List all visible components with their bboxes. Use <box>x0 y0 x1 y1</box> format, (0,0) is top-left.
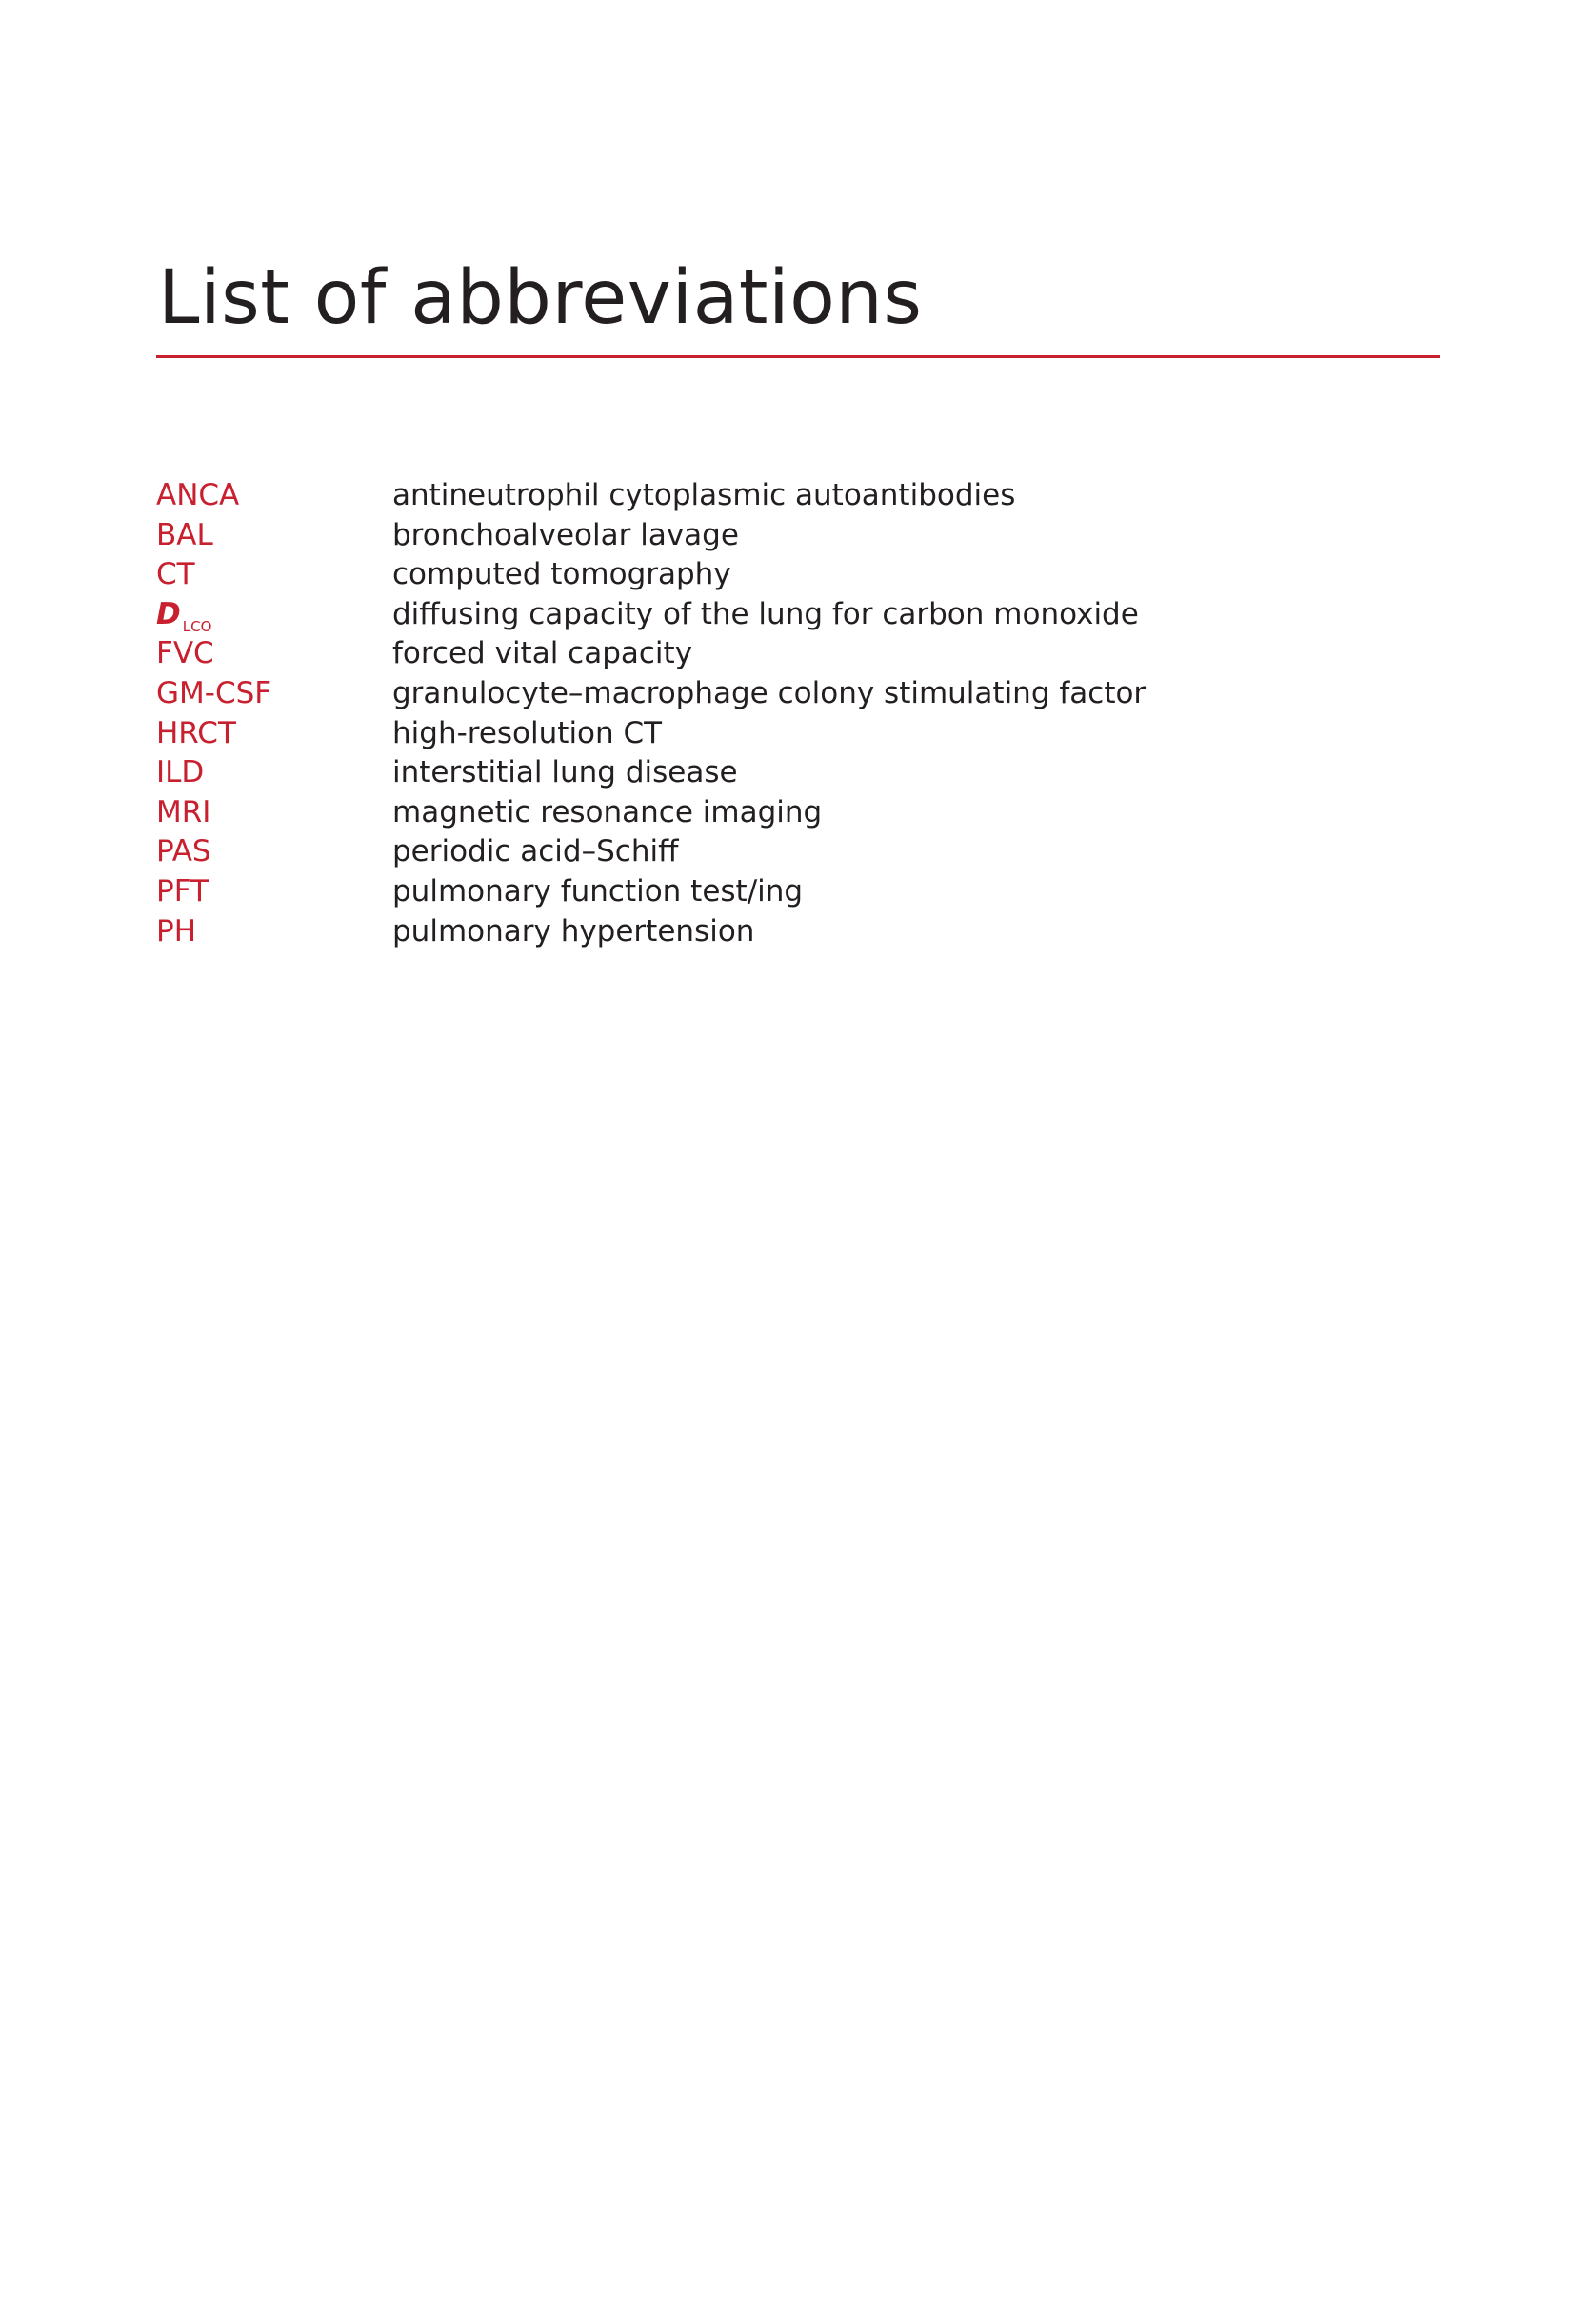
abbreviation-term: CT <box>156 557 195 592</box>
abbreviation-list <box>156 476 1394 951</box>
abbreviation-row-fvc <box>156 634 1394 674</box>
abbreviation-term: ILD <box>156 755 205 790</box>
page-title: List of abbreviations <box>158 255 923 341</box>
abbreviation-definition: bronchoalveolar lavage <box>392 517 739 552</box>
abbreviation-row-anca <box>156 476 1394 516</box>
abbreviation-term: PAS <box>156 834 211 869</box>
abbreviation-definition: magnetic resonance imaging <box>392 794 823 829</box>
abbreviation-term: ANCA <box>156 478 240 512</box>
abbreviation-definition: granulocyte–macrophage colony stimulating factor <box>392 675 1147 710</box>
abbreviation-definition: pulmonary hypertension <box>392 913 755 949</box>
abbreviation-row-ph <box>156 912 1394 952</box>
abbreviation-definition: pulmonary function test/ing <box>392 873 804 909</box>
abbreviation-row-pas <box>156 832 1394 872</box>
title-divider <box>156 355 1440 358</box>
abbreviation-row-bal <box>156 516 1394 556</box>
abbreviation-row-ild <box>156 753 1394 793</box>
abbreviation-row-pft <box>156 872 1394 912</box>
abbreviation-term <box>156 595 211 640</box>
abbreviation-term: FVC <box>156 636 214 671</box>
abbreviation-term: MRI <box>156 794 211 829</box>
abbreviation-term-main: D <box>156 596 181 631</box>
abbreviation-term: BAL <box>156 517 213 552</box>
abbreviation-definition: antineutrophil cytoplasmic autoantibodies <box>392 478 1016 512</box>
abbreviation-definition: periodic acid–Schiff <box>392 834 679 869</box>
abbreviation-definition: high-resolution CT <box>392 715 663 750</box>
abbreviation-row-ct <box>156 555 1394 595</box>
abbreviation-row-hrct <box>156 714 1394 754</box>
abbreviation-row-gm-csf <box>156 674 1394 714</box>
abbreviation-row-dlco <box>156 595 1394 635</box>
abbreviation-definition: diffusing capacity of the lung for carbon monoxide <box>392 596 1139 631</box>
abbreviation-row-mri <box>156 793 1394 833</box>
abbreviation-term: HRCT <box>156 715 236 750</box>
abbreviation-term: PH <box>156 913 197 949</box>
abbreviation-term: PFT <box>156 873 209 909</box>
abbreviation-definition: computed tomography <box>392 557 731 592</box>
abbreviation-term-subscript: LCO <box>182 617 212 635</box>
abbreviation-definition: forced vital capacity <box>392 636 693 671</box>
abbreviation-definition: interstitial lung disease <box>392 755 738 790</box>
abbreviation-term: GM-CSF <box>156 675 272 710</box>
